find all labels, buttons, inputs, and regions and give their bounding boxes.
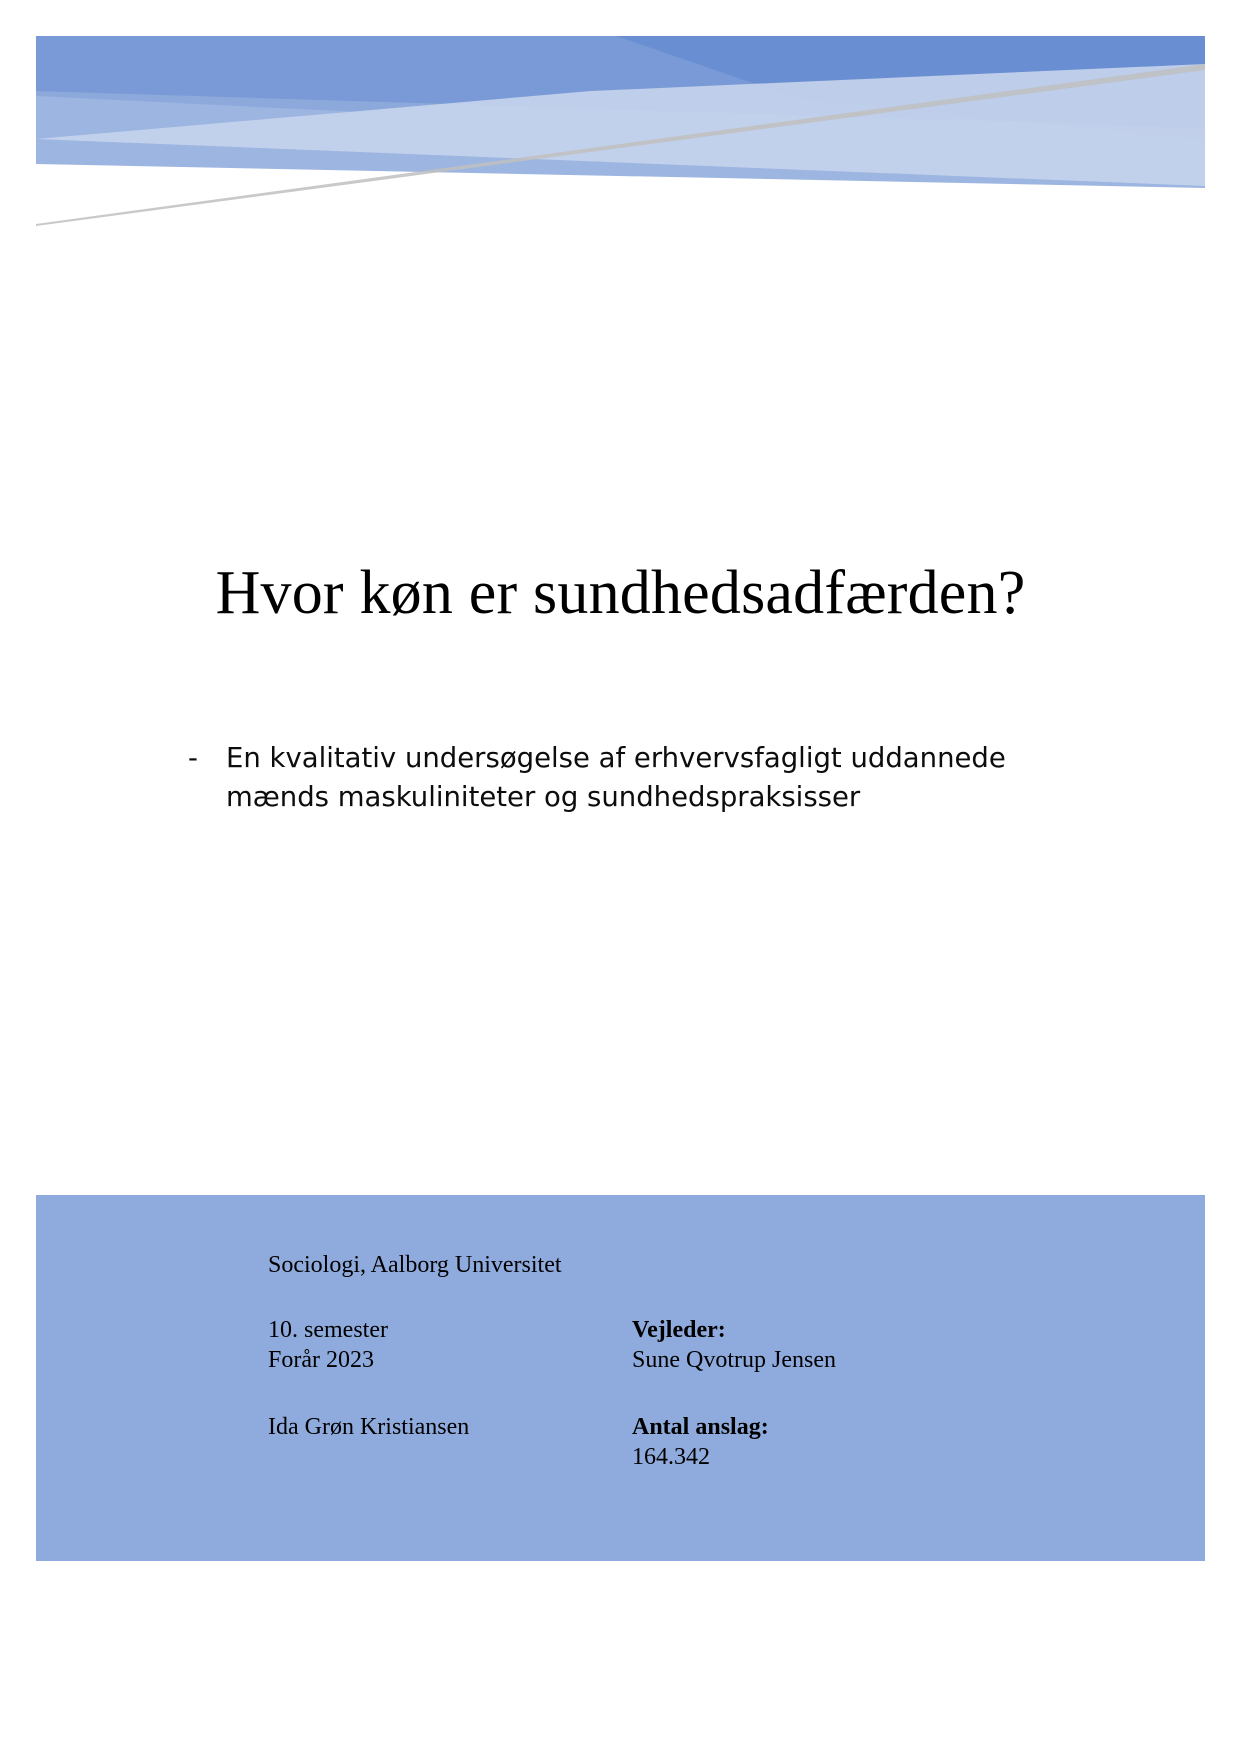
char-count-column [632,1413,1148,1473]
semester-column [268,1316,632,1376]
char-count-label: Antal anslag: [632,1414,769,1440]
semester-value: 10. semester [268,1317,388,1343]
subtitle-line-1: En kvalitativ undersøgelse af erhvervsfagligt uddannede [226,742,1006,774]
title-block [0,560,1241,627]
subtitle-text [226,739,1018,817]
banner-shapes-svg [36,36,1205,226]
term-value: Forår 2023 [268,1346,374,1373]
meta-row-author-charcount [268,1413,1148,1473]
info-panel [36,1195,1205,1561]
supervisor-label: Vejleder: [632,1317,726,1343]
supervisor-column [632,1316,1148,1376]
meta-grid-top [268,1316,1148,1376]
author-name: Ida Grøn Kristiansen [268,1414,470,1440]
header-banner-graphic [36,36,1205,226]
info-panel-content [268,1195,1148,1561]
author-column [268,1413,632,1443]
meta-grid-bottom [268,1413,1148,1473]
institution-text: Sociologi, Aalborg Universitet [268,1252,562,1278]
document-title: Hvor køn er sundhedsadfærden? [215,559,1026,627]
meta-row-semester-supervisor [268,1316,1148,1376]
subtitle-block [188,739,1018,817]
subtitle-line-2: mænds maskuliniteter og sundhedspraksisser [226,781,861,814]
subtitle-bullet-dash: - [188,742,198,774]
char-count-value: 164.342 [632,1443,710,1470]
supervisor-name: Sune Qvotrup Jensen [632,1346,836,1373]
